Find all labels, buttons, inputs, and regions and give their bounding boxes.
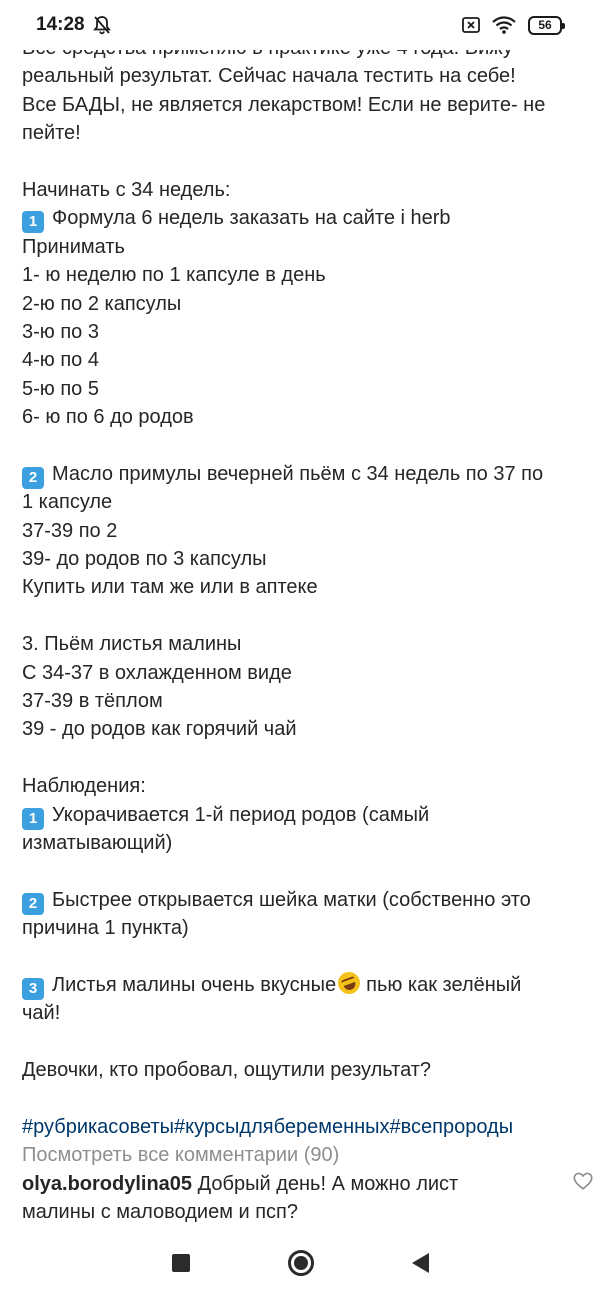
caption-text: Укорачивается 1-й период родов (самый bbox=[52, 803, 430, 826]
caption-line: Принимать bbox=[22, 235, 125, 258]
comment-text: Добрый день! А можно лист bbox=[192, 1172, 459, 1195]
caption-line: 3. Пьём листья малины bbox=[22, 633, 242, 656]
caption-line: 39 - до родов как горячий чай bbox=[22, 718, 297, 741]
caption-line: 1- ю неделю по 1 капсуле в день bbox=[22, 264, 326, 287]
battery-icon: 56 bbox=[528, 16, 562, 35]
caption-blank bbox=[22, 943, 584, 971]
caption-blank bbox=[22, 431, 584, 459]
caption-line: чай! bbox=[22, 1002, 61, 1025]
circle-home-icon[interactable] bbox=[288, 1250, 314, 1276]
caption-text: Быстрее открывается шейка матки (собственно это bbox=[52, 888, 531, 911]
view-all-comments-link[interactable]: Посмотреть все комментарии (90) bbox=[22, 1144, 340, 1167]
caption-line: Наблюдения: bbox=[22, 775, 146, 798]
caption-text: Листья малины очень вкусные bbox=[52, 973, 337, 996]
caption-line bbox=[22, 801, 584, 829]
caption-text: Масло примулы вечерней пьём с 34 недель по 37 по bbox=[52, 462, 544, 485]
hashtags-link[interactable]: #рубрикасоветы#курсыдлябеременных#всепророды bbox=[22, 1115, 514, 1138]
comment-text: малины с маловодием и псп? bbox=[22, 1201, 299, 1224]
status-bar bbox=[0, 0, 600, 50]
caption-line: изматывающий) bbox=[22, 831, 173, 854]
caption-text: пью как зелёный bbox=[366, 973, 522, 996]
caption-line bbox=[22, 460, 584, 488]
caption-line: 1 капсуле bbox=[22, 491, 113, 514]
triangle-back-icon[interactable] bbox=[412, 1253, 429, 1273]
comment-username[interactable]: olya.borodylina05 bbox=[22, 1172, 193, 1195]
comment-line bbox=[22, 1170, 584, 1198]
caption-blank bbox=[22, 148, 584, 176]
caption-line bbox=[22, 886, 584, 914]
caption-line: пейте! bbox=[22, 122, 81, 145]
caption-blank bbox=[22, 744, 584, 772]
keycap-one-icon: 1 bbox=[22, 808, 44, 830]
square-icon[interactable] bbox=[172, 1254, 190, 1272]
keycap-three-icon: 3 bbox=[22, 978, 44, 1000]
caption-line: реальный результат. Сейчас начала тестить на себе! bbox=[22, 65, 516, 88]
caption-line bbox=[22, 204, 584, 232]
caption-line bbox=[22, 971, 584, 999]
heart-outline-icon[interactable] bbox=[572, 1170, 594, 1192]
caption-line: Купить или там же или в аптеке bbox=[22, 576, 318, 599]
status-time: 14:28 bbox=[36, 14, 85, 35]
caption-line: 4-ю по 4 bbox=[22, 349, 99, 372]
caption-blank bbox=[22, 1028, 584, 1056]
caption-line: 39- до родов по 3 капсулы bbox=[22, 548, 267, 571]
keycap-one-icon: 1 bbox=[22, 211, 44, 233]
caption-blank bbox=[22, 1084, 584, 1112]
rolling-laughing-emoji-icon bbox=[335, 969, 363, 997]
caption-blank bbox=[22, 602, 584, 630]
comment bbox=[22, 1170, 584, 1227]
caption-line: Начинать с 34 недель: bbox=[22, 178, 231, 201]
navigation-bar bbox=[0, 1227, 600, 1299]
caption-line: 6- ю по 6 до родов bbox=[22, 406, 194, 429]
caption-line: 37-39 по 2 bbox=[22, 519, 118, 542]
caption-line: Девочки, кто пробовал, ощутили результат? bbox=[22, 1059, 432, 1082]
keycap-two-icon: 2 bbox=[22, 467, 44, 489]
wifi-icon bbox=[492, 16, 516, 34]
sim-x-icon bbox=[462, 16, 480, 34]
caption-line: 3-ю по 3 bbox=[22, 320, 99, 343]
post-caption bbox=[22, 34, 584, 1226]
bell-off-icon bbox=[93, 15, 111, 35]
caption-line: 5-ю по 5 bbox=[22, 377, 99, 400]
caption-line: причина 1 пункта) bbox=[22, 917, 189, 940]
keycap-two-icon: 2 bbox=[22, 893, 44, 915]
caption-line: 37-39 в тёплом bbox=[22, 689, 163, 712]
caption-blank bbox=[22, 857, 584, 885]
caption-line: Все БАДЫ, не является лекарством! Если не верите- не bbox=[22, 93, 546, 116]
caption-line: С 34-37 в охлажденном виде bbox=[22, 661, 292, 684]
caption-text: Формула 6 недель заказать на сайте i herb bbox=[52, 207, 451, 230]
caption-line: 2-ю по 2 капсулы bbox=[22, 292, 182, 315]
